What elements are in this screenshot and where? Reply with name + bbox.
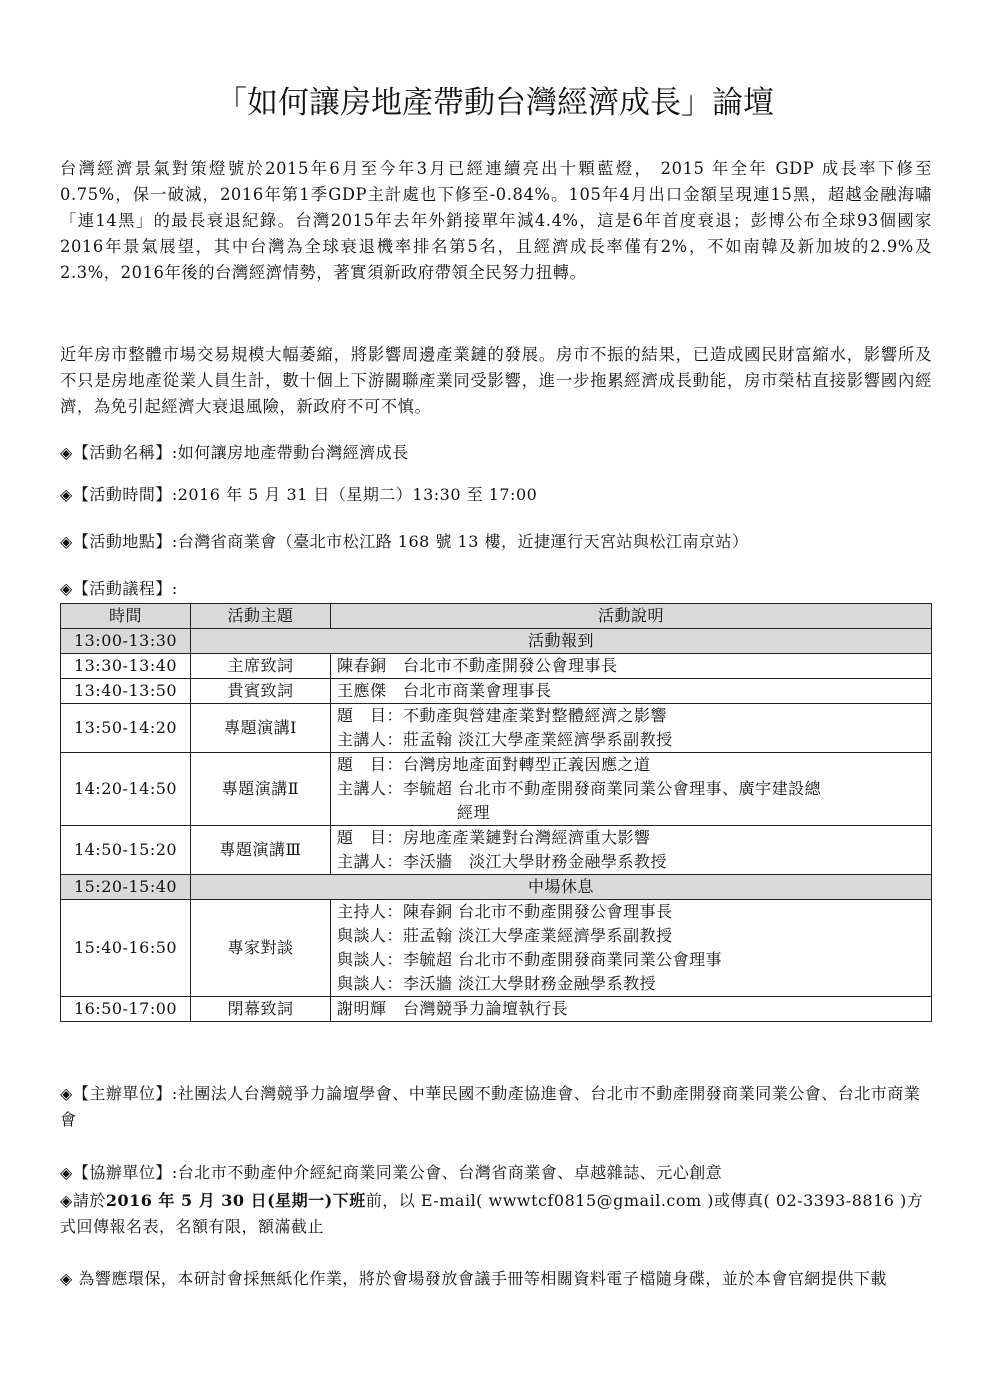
event-place-line [60,529,932,555]
agenda-heading-label: 【活動議程】: [72,579,178,598]
table-row [61,753,932,826]
event-time-value: 2016 年 5 月 31 日（星期二）13:30 至 17:00 [177,485,538,504]
diamond-bullet-icon: ◈ [60,443,73,462]
registration-note [60,1188,932,1240]
eco-note-text: 為響應環保，本研討會採無紙化作業，將於會場發放會議手冊等相關資料電子檔隨身碟，並於本會官網提供下載 [78,1269,887,1288]
intro-paragraph-2: 近年房市整體市場交易規模大幅萎縮，將影響周邊產業鏈的發展。房市不振的結果，已造成國民財富縮水，影響所及不只是房地產從業人員生計，數十個上下游關聯產業同受影響，進一步拖累經濟成長動能，房市榮枯直接影響國內經濟，為免引起經濟大衰退風險，新政府不可不慎。 [60,345,932,416]
registration-deadline: 2016 年 5 月 30 日(星期一)下班 [105,1191,366,1210]
table-row [61,826,932,875]
agenda-description-line: 題 目：台灣房地產面對轉型正義因應之道 [337,755,651,774]
diamond-bullet-icon: ◈ [60,532,73,551]
agenda-description-cell: 陳春銅 台北市不動產開發公會理事長 [331,654,932,679]
agenda-time-cell: 13:40-13:50 [61,679,191,704]
co-organizers-label: 【協辦單位】: [72,1163,178,1182]
agenda-description-cell [331,900,932,997]
agenda-description-line: 與談人：莊孟翰 淡江大學產業經濟學系副教授 [337,926,673,945]
agenda-topic-cell: 專題演講Ⅲ [191,826,331,875]
event-place-value: 台灣省商業會（臺北市松江路 168 號 13 樓，近捷運行天宮站與松江南京站） [177,532,749,551]
agenda-time-cell: 13:00-13:30 [61,629,191,654]
agenda-description-line: 題 目：不動產與營建產業對整體經濟之影響 [337,706,668,725]
agenda-description-line: 經理 [457,803,491,822]
registration-prefix: 請於 [72,1191,106,1210]
registration-suffix: 前，以 E-mail( wwwtcf0815@gmail.com )或傳真( 02-3393-8816 )方式回傳報名表，名額有限，額滿截止 [60,1191,924,1236]
event-time-line [60,482,932,508]
agenda-time-cell: 14:50-15:20 [61,826,191,875]
table-row [61,997,932,1022]
table-row [61,654,932,679]
agenda-description-cell: 活動報到 [191,629,932,654]
agenda-time-cell: 15:40-16:50 [61,900,191,997]
agenda-heading-line [60,576,932,602]
diamond-bullet-icon: ◈ [60,1269,73,1288]
table-row [61,900,932,997]
diamond-bullet-icon: ◈ [60,1191,73,1210]
agenda-description-line: 主講人：李沃牆 淡江大學財務金融學系教授 [337,852,668,871]
event-time-label: 【活動時間】: [72,485,178,504]
agenda-topic-cell: 專家對談 [191,900,331,997]
table-row [61,875,932,900]
host-organizers-line [60,1081,932,1133]
agenda-topic-cell: 專題演講Ⅱ [191,753,331,826]
intro-paragraph-1: 台灣經濟景氣對策燈號於2015年6月至今年3月已經連續亮出十顆藍燈， 2015 年全年 GDP 成長率下修至 0.75%，保一破滅，2016年第1季GDP主計處也下修至-0.84%。105年4月出口金額呈現連15黑，超越金融海嘯「連14黑」的最長衰退紀錄。台灣2015年去年外銷接單年減4.4%，這是6年首度衰退；彭博公布全球93個國家2016年景氣展望，其中台灣為全球衰退機率排名第5名，且經濟成長率僅有2%，不如南韓及新加坡的2.9%及2.3%，2016年後的台灣經濟情勢，著實須新政府帶領全民努力扭轉。 [60,159,932,282]
agenda-topic-cell: 閉幕致詞 [191,997,331,1022]
agenda-time-cell: 16:50-17:00 [61,997,191,1022]
event-name-value: 如何讓房地產帶動台灣經濟成長 [177,443,409,462]
agenda-topic-cell: 貴賓致詞 [191,679,331,704]
agenda-header-time: 時間 [61,604,191,629]
agenda-header-description: 活動說明 [331,604,932,629]
eco-note [60,1266,932,1292]
diamond-bullet-icon: ◈ [60,579,73,598]
co-organizers-value: 台北市不動產仲介經紀商業同業公會、台灣省商業會、卓越雜誌、元心創意 [177,1163,723,1182]
event-name-label: 【活動名稱】: [72,443,178,462]
host-organizers-value: 社團法人台灣競爭力論壇學會、中華民國不動產協進會、台北市不動產開發商業同業公會、台北市商業會 [60,1084,921,1129]
agenda-header-row [61,604,932,629]
agenda-topic-cell: 主席致詞 [191,654,331,679]
agenda-time-cell: 13:50-14:20 [61,704,191,753]
agenda-description-cell: 王應傑 台北市商業會理事長 [331,679,932,704]
agenda-description-line: 主持人：陳春銅 台北市不動產開發公會理事長 [337,902,673,921]
agenda-description-line: 主講人：莊孟翰 淡江大學產業經濟學系副教授 [337,730,673,749]
diamond-bullet-icon: ◈ [60,1163,73,1182]
table-row [61,704,932,753]
agenda-description-cell [331,826,932,875]
agenda-description-cell [331,753,932,826]
page-title: 「如何讓房地產帶動台灣經濟成長」論壇 [216,85,774,121]
diamond-bullet-icon: ◈ [60,485,73,504]
agenda-time-cell: 14:20-14:50 [61,753,191,826]
agenda-description-line: 題 目：房地產產業鏈對台灣經濟重大影響 [337,828,651,847]
agenda-topic-cell: 專題演講Ⅰ [191,704,331,753]
host-organizers-label: 【主辦單位】: [72,1084,178,1103]
table-row [61,679,932,704]
agenda-time-cell: 15:20-15:40 [61,875,191,900]
event-name-line [60,440,932,466]
table-row [61,629,932,654]
agenda-header-topic: 活動主題 [191,604,331,629]
co-organizers-line [60,1160,932,1186]
diamond-bullet-icon: ◈ [60,1084,73,1103]
agenda-description-cell [331,704,932,753]
agenda-description-cell: 中場休息 [191,875,932,900]
agenda-description-line: 主講人：李毓超 台北市不動產開發商業同業公會理事、廣宇建設總 [337,779,822,798]
agenda-table [60,603,932,1022]
agenda-time-cell: 13:30-13:40 [61,654,191,679]
agenda-description-line: 與談人：李毓超 台北市不動產開發商業同業公會理事 [337,950,723,969]
agenda-description-cell: 謝明輝 台灣競爭力論壇執行長 [331,997,932,1022]
agenda-description-line: 與談人：李沃牆 淡江大學財務金融學系教授 [337,974,657,993]
event-place-label: 【活動地點】: [72,532,178,551]
